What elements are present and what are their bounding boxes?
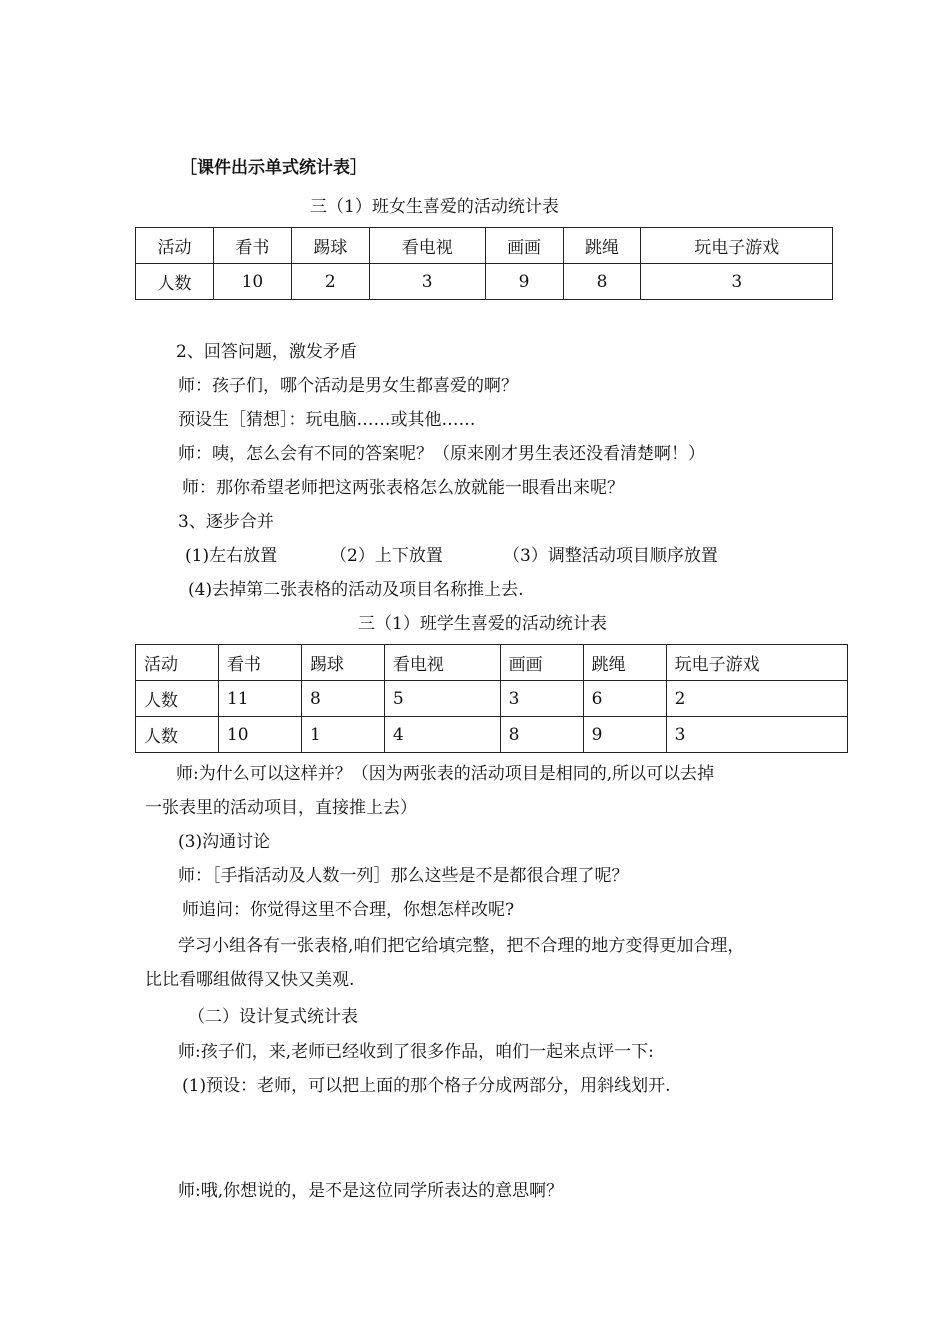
table-header-row (136, 228, 833, 264)
option-left-right: (1)左右放置 (185, 546, 278, 566)
section2-heading: 2、回答问题，激发矛盾 (176, 342, 357, 362)
option-push-up: (4)去掉第二张表格的活动及项目名称推上去. (188, 580, 524, 600)
table-cell: 3 (500, 681, 583, 717)
option-up-down: （2）上下放置 (330, 546, 443, 566)
table-cell: 3 (641, 264, 833, 300)
table-cell: 跳绳 (583, 645, 666, 681)
paragraph: 师：孩子们，哪个活动是男女生都喜爱的啊？ (178, 376, 518, 396)
table-cell: 看电视 (369, 228, 485, 264)
part2-heading: （二）设计复式统计表 (188, 1007, 358, 1027)
table-row (136, 717, 848, 753)
table-cell: 10 (218, 717, 301, 753)
table-cell: 活动 (136, 645, 219, 681)
table-cell: 看书 (218, 645, 301, 681)
table-cell: 8 (301, 681, 384, 717)
subsection-heading: (3)沟通讨论 (178, 832, 271, 852)
paragraph: 师：那你希望老师把这两张表格怎么放就能一眼看出来呢？ (182, 478, 624, 498)
table-header-row (136, 645, 848, 681)
class-activity-table (135, 644, 848, 753)
table-cell: 人数 (136, 264, 214, 300)
paragraph: (1)预设：老师，可以把上面的那个格子分成两部分，用斜线划开. (182, 1076, 671, 1096)
table-cell: 9 (583, 717, 666, 753)
table-cell: 4 (384, 717, 500, 753)
table-cell: 踢球 (291, 228, 369, 264)
table-cell: 人数 (136, 681, 219, 717)
table-cell: 2 (666, 681, 847, 717)
courseware-heading: ［课件出示单式统计表］ (180, 158, 367, 178)
table-cell: 活动 (136, 228, 214, 264)
girls-activity-table (135, 227, 833, 300)
table-cell: 看电视 (384, 645, 500, 681)
table-cell: 5 (384, 681, 500, 717)
table-cell: 6 (583, 681, 666, 717)
table-cell: 2 (291, 264, 369, 300)
table-cell: 人数 (136, 717, 219, 753)
table-cell: 跳绳 (563, 228, 641, 264)
table-cell: 画画 (485, 228, 563, 264)
table-cell: 8 (500, 717, 583, 753)
paragraph: 师:孩子们，来,老师已经收到了很多作品，咱们一起来点评一下: (178, 1042, 654, 1062)
paragraph: 预设生［猜想］：玩电脑……或其他…… (178, 410, 476, 430)
paragraph: 师：［手指活动及人数一列］那么这些是不是都很合理了呢？ (178, 866, 629, 886)
table-cell: 1 (301, 717, 384, 753)
paragraph: 学习小组各有一张表格,咱们把它给填完整，把不合理的地方变得更加合理， (178, 936, 745, 956)
table-cell: 踢球 (301, 645, 384, 681)
table1-title: 三（1）班女生喜爱的活动统计表 (310, 197, 559, 217)
table-row (136, 681, 848, 717)
table-cell: 玩电子游戏 (641, 228, 833, 264)
table-cell: 看书 (213, 228, 291, 264)
table-cell: 玩电子游戏 (666, 645, 847, 681)
table-cell: 9 (485, 264, 563, 300)
table-cell: 10 (213, 264, 291, 300)
table-row (136, 264, 833, 300)
table-cell: 画画 (500, 645, 583, 681)
paragraph: 师：咦，怎么会有不同的答案呢？（原来刚才男生表还没看清楚啊！） (178, 444, 705, 464)
table-cell: 8 (563, 264, 641, 300)
paragraph: 师追问：你觉得这里不合理，你想怎样改呢? (182, 900, 515, 920)
option-reorder: （3）调整活动项目顺序放置 (503, 546, 718, 566)
table-cell: 11 (218, 681, 301, 717)
section3-heading: 3、逐步合并 (178, 512, 274, 532)
table-cell: 3 (369, 264, 485, 300)
table2-title: 三（1）班学生喜爱的活动统计表 (358, 614, 607, 634)
paragraph: 师:哦,你想说的，是不是这位同学所表达的意思啊？ (178, 1181, 564, 1201)
paragraph: 一张表里的活动项目，直接推上去） (145, 798, 417, 818)
paragraph: 师:为什么可以这样并？（因为两张表的活动项目是相同的,所以可以去掉 (176, 764, 715, 784)
paragraph: 比比看哪组做得又快又美观. (145, 970, 355, 990)
table-cell: 3 (666, 717, 847, 753)
